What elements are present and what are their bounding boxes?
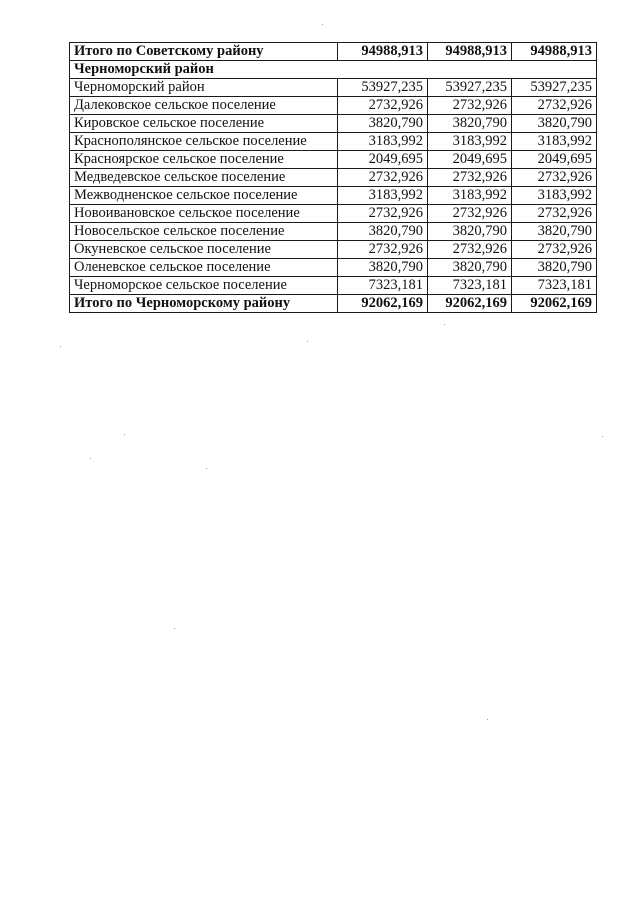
scan-speck <box>322 24 323 25</box>
row-value-1: 7323,181 <box>338 277 428 295</box>
row-value-2: 3183,992 <box>428 187 512 205</box>
table-row <box>70 115 597 133</box>
table-section-header <box>70 61 597 79</box>
row-value-1: 3820,790 <box>338 223 428 241</box>
row-value-3: 2732,926 <box>512 205 597 223</box>
scan-speck <box>206 468 207 469</box>
row-name: Красноярское сельское поселение <box>70 151 338 169</box>
table-row-total-sovetsky <box>70 43 597 61</box>
row-name: Межводненское сельское поселение <box>70 187 338 205</box>
row-name: Новосельское сельское поселение <box>70 223 338 241</box>
budget-table <box>69 42 597 313</box>
table-row <box>70 151 597 169</box>
table-row <box>70 187 597 205</box>
row-value-3: 3820,790 <box>512 259 597 277</box>
table-row <box>70 79 597 97</box>
row-value-2: 2049,695 <box>428 151 512 169</box>
row-value-2: 94988,913 <box>428 43 512 61</box>
table-row <box>70 259 597 277</box>
row-value-1: 53927,235 <box>338 79 428 97</box>
row-name: Оленевское сельское поселение <box>70 259 338 277</box>
row-value-2: 92062,169 <box>428 295 512 313</box>
row-value-3: 94988,913 <box>512 43 597 61</box>
row-name: Окуневское сельское поселение <box>70 241 338 259</box>
row-name: Черноморское сельское поселение <box>70 277 338 295</box>
row-value-1: 2732,926 <box>338 205 428 223</box>
scan-speck <box>602 436 603 437</box>
row-value-2: 2732,926 <box>428 205 512 223</box>
row-value-3: 3820,790 <box>512 223 597 241</box>
row-name: Кировское сельское поселение <box>70 115 338 133</box>
row-value-2: 2732,926 <box>428 241 512 259</box>
row-value-3: 2732,926 <box>512 241 597 259</box>
scan-speck <box>90 458 91 459</box>
row-value-1: 94988,913 <box>338 43 428 61</box>
scan-speck <box>174 628 175 629</box>
row-value-1: 2049,695 <box>338 151 428 169</box>
row-name: Черноморский район <box>70 79 338 97</box>
row-value-1: 3183,992 <box>338 187 428 205</box>
table-row <box>70 223 597 241</box>
row-value-3: 3183,992 <box>512 133 597 151</box>
row-value-1: 2732,926 <box>338 97 428 115</box>
scan-speck <box>60 346 61 347</box>
row-value-2: 2732,926 <box>428 97 512 115</box>
row-value-1: 3183,992 <box>338 133 428 151</box>
row-value-1: 2732,926 <box>338 241 428 259</box>
row-value-1: 2732,926 <box>338 169 428 187</box>
table-row <box>70 205 597 223</box>
row-name: Итого по Советскому району <box>70 43 338 61</box>
row-name: Итого по Черноморскому району <box>70 295 338 313</box>
row-name: Новоивановское сельское поселение <box>70 205 338 223</box>
row-value-1: 92062,169 <box>338 295 428 313</box>
row-value-3: 3820,790 <box>512 115 597 133</box>
row-value-2: 3820,790 <box>428 223 512 241</box>
row-value-3: 2732,926 <box>512 97 597 115</box>
row-name: Медведевское сельское поселение <box>70 169 338 187</box>
scan-speck <box>307 341 308 342</box>
row-value-3: 3183,992 <box>512 187 597 205</box>
table-row-total-chernomorsky <box>70 295 597 313</box>
table-row <box>70 133 597 151</box>
row-value-2: 53927,235 <box>428 79 512 97</box>
row-value-2: 7323,181 <box>428 277 512 295</box>
budget-table-body <box>70 43 597 313</box>
row-value-1: 3820,790 <box>338 259 428 277</box>
row-name: Краснополянское сельское поселение <box>70 133 338 151</box>
row-value-2: 3820,790 <box>428 115 512 133</box>
row-value-3: 7323,181 <box>512 277 597 295</box>
section-title: Черноморский район <box>70 61 597 79</box>
row-value-3: 2049,695 <box>512 151 597 169</box>
table-row <box>70 277 597 295</box>
row-value-3: 92062,169 <box>512 295 597 313</box>
table-row <box>70 97 597 115</box>
scan-speck <box>444 324 445 325</box>
row-value-2: 2732,926 <box>428 169 512 187</box>
row-value-2: 3183,992 <box>428 133 512 151</box>
table-row <box>70 169 597 187</box>
row-value-1: 3820,790 <box>338 115 428 133</box>
scan-speck <box>487 719 488 720</box>
row-value-3: 53927,235 <box>512 79 597 97</box>
row-value-2: 3820,790 <box>428 259 512 277</box>
scan-speck <box>124 434 125 435</box>
row-name: Далековское сельское поселение <box>70 97 338 115</box>
table-row <box>70 241 597 259</box>
row-value-3: 2732,926 <box>512 169 597 187</box>
